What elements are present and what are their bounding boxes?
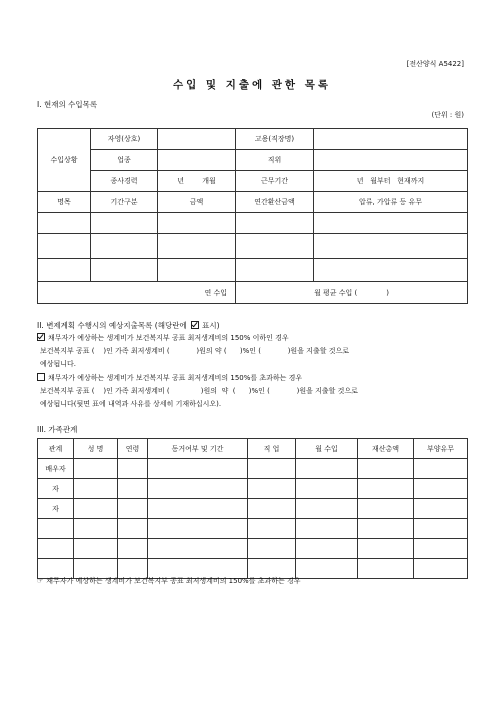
- income-cell[interactable]: [314, 259, 468, 282]
- work-period-label: 근무기간: [236, 171, 314, 192]
- family-cell[interactable]: [358, 539, 414, 559]
- family-cell[interactable]: [118, 499, 148, 519]
- career-label: 종사경력: [91, 171, 158, 192]
- family-cell[interactable]: [148, 519, 248, 539]
- section1-heading: I. 현재의 수입목록: [37, 100, 98, 109]
- monthly-average-label: 월 평균 수입 ( ): [236, 282, 468, 304]
- section2-heading: II. 변제계획 수행시의 예상지출목록: [37, 321, 153, 330]
- col-cohabitation: 동거여부 및 기간: [148, 439, 248, 459]
- family-cell[interactable]: [248, 459, 296, 479]
- career-value[interactable]: [158, 171, 236, 192]
- option1-row: [37, 333, 289, 343]
- career-months-unit: 개월: [202, 177, 216, 185]
- employment-label: 고용(직장명): [236, 129, 314, 150]
- employer-label: 자영(상호): [91, 129, 158, 150]
- family-cell[interactable]: [74, 539, 118, 559]
- family-cell[interactable]: [118, 459, 148, 479]
- family-cell[interactable]: [414, 499, 468, 519]
- family-cell[interactable]: [414, 519, 468, 539]
- document-title: 수입 및 지출에 관한 목록: [172, 79, 332, 91]
- income-cell[interactable]: [38, 259, 91, 282]
- option2-line2: 예상됩니다(뒷면 표에 내역과 사유를 상세히 기재하십시오).: [40, 400, 222, 408]
- form-code: [전산양식 A5422]: [406, 60, 464, 68]
- relation-cell: 자: [38, 499, 74, 519]
- income-cell[interactable]: [314, 213, 468, 234]
- family-cell[interactable]: [74, 459, 118, 479]
- income-cell[interactable]: [91, 213, 158, 234]
- income-cell[interactable]: [158, 259, 236, 282]
- col-period: 기간구분: [91, 192, 158, 213]
- family-cell[interactable]: [248, 479, 296, 499]
- section2-note2: 표시): [202, 321, 220, 330]
- family-row: [38, 499, 468, 519]
- income-cell[interactable]: [91, 259, 158, 282]
- industry-label: 업종: [91, 150, 158, 171]
- family-cell[interactable]: [414, 559, 468, 579]
- employer-value[interactable]: [158, 129, 236, 150]
- option1-line1: 보건복지부 공표 ( )인 가족 최저생계비 ( )원의 약 ( )%인 ( )원을 지출할 것으로: [40, 347, 349, 355]
- footnote-text: 채무자가 예상하는 생계비가 보건복지부 공표 최저생계비의 150%를 초과하는 경우: [46, 577, 301, 585]
- col-monthly-income: 월 수입: [296, 439, 358, 459]
- family-cell[interactable]: [414, 479, 468, 499]
- col-relation: 관계: [38, 439, 74, 459]
- col-annual-amount: 연간환산금액: [236, 192, 314, 213]
- family-cell[interactable]: [248, 519, 296, 539]
- family-cell[interactable]: [74, 499, 118, 519]
- income-cell[interactable]: [158, 234, 236, 259]
- unit-label: (단위 : 원): [431, 111, 464, 119]
- family-row: [38, 519, 468, 539]
- section3-heading: III. 가족관계: [37, 425, 78, 434]
- income-table: [37, 128, 468, 304]
- family-cell[interactable]: [296, 499, 358, 519]
- family-cell[interactable]: [118, 539, 148, 559]
- relation-cell[interactable]: [38, 539, 74, 559]
- col-seizure: 압류, 가압류 등 유무: [314, 192, 468, 213]
- relation-cell: 자: [38, 479, 74, 499]
- income-cell[interactable]: [236, 213, 314, 234]
- income-status-label: 수입상황: [38, 129, 91, 192]
- col-age: 연령: [118, 439, 148, 459]
- annual-income-label: 연 수입: [38, 282, 236, 304]
- position-value[interactable]: [314, 150, 468, 171]
- family-cell[interactable]: [358, 479, 414, 499]
- position-label: 직위: [236, 150, 314, 171]
- option1-checkbox[interactable]: [37, 333, 45, 341]
- option2-checkbox[interactable]: [37, 373, 45, 381]
- option1-title: 채무자가 예상하는 생계비가 보건복지부 공표 최저생계비의 150% 이하인 경우: [48, 334, 289, 342]
- income-cell[interactable]: [38, 234, 91, 259]
- family-cell[interactable]: [296, 559, 358, 579]
- relation-cell: 배우자: [38, 459, 74, 479]
- income-cell[interactable]: [314, 234, 468, 259]
- col-dependency: 부양유무: [414, 439, 468, 459]
- family-row: [38, 539, 468, 559]
- family-table: [37, 438, 468, 579]
- checkbox-example-icon: [191, 321, 199, 329]
- relation-cell[interactable]: [38, 519, 74, 539]
- income-cell[interactable]: [38, 213, 91, 234]
- family-cell[interactable]: [118, 519, 148, 539]
- option2-line1: 보건복지부 공표 ( )인 가족 최저생계비 ( )원의 약 ( )%인 ( )원을 지출할 것으로: [40, 387, 358, 395]
- family-cell[interactable]: [74, 479, 118, 499]
- family-cell[interactable]: [296, 539, 358, 559]
- income-cell[interactable]: [236, 259, 314, 282]
- family-cell[interactable]: [248, 499, 296, 519]
- col-total-assets: 재산총액: [358, 439, 414, 459]
- family-cell[interactable]: [74, 519, 118, 539]
- family-cell[interactable]: [358, 559, 414, 579]
- col-amount: 금액: [158, 192, 236, 213]
- section2-note: (해당란에: [154, 321, 187, 330]
- industry-value[interactable]: [158, 150, 236, 171]
- work-period-value[interactable]: 년 월부터 현재까지: [314, 171, 468, 192]
- pointing-hand-icon: ☞: [37, 577, 44, 585]
- family-cell[interactable]: [296, 479, 358, 499]
- col-item: 명목: [38, 192, 91, 213]
- family-row: [38, 459, 468, 479]
- employment-value[interactable]: [314, 129, 468, 150]
- section2-heading-row: [37, 320, 220, 331]
- family-cell[interactable]: [148, 499, 248, 519]
- family-cell[interactable]: [248, 539, 296, 559]
- family-cell[interactable]: [358, 459, 414, 479]
- family-cell[interactable]: [414, 539, 468, 559]
- family-row: [38, 479, 468, 499]
- col-name: 성 명: [74, 439, 118, 459]
- footnote-row: [37, 576, 300, 586]
- option2-row: [37, 373, 302, 383]
- option2-title: 채무자가 예상하는 생계비가 보건복지부 공표 최저생계비의 150%를 초과하는 경우: [48, 374, 303, 382]
- family-cell[interactable]: [358, 519, 414, 539]
- family-cell[interactable]: [414, 459, 468, 479]
- income-cell[interactable]: [236, 234, 314, 259]
- income-cell[interactable]: [158, 213, 236, 234]
- family-cell[interactable]: [296, 519, 358, 539]
- family-cell[interactable]: [148, 539, 248, 559]
- option1-line2: 예상됩니다.: [40, 360, 77, 368]
- family-cell[interactable]: [118, 479, 148, 499]
- income-cell[interactable]: [91, 234, 158, 259]
- family-cell[interactable]: [148, 459, 248, 479]
- career-years-unit: 년: [177, 177, 184, 185]
- family-cell[interactable]: [358, 499, 414, 519]
- family-cell[interactable]: [148, 479, 248, 499]
- family-cell[interactable]: [296, 459, 358, 479]
- col-job: 직 업: [248, 439, 296, 459]
